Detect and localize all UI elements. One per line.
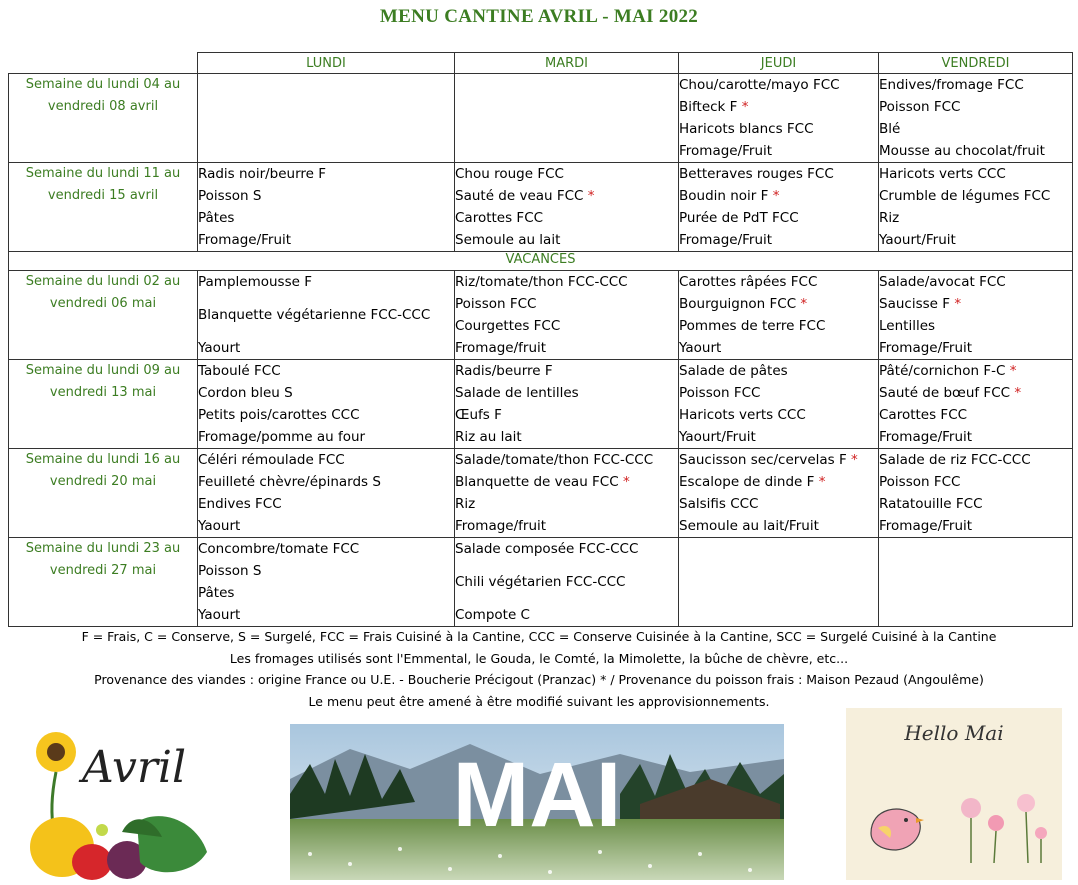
menu-item-text: Poisson FCC <box>679 385 761 401</box>
menu-item <box>198 304 454 326</box>
menu-item-text: Carottes râpées FCC <box>679 274 818 290</box>
week-label: Semaine du lundi 23 au vendredi 27 mai <box>9 538 198 627</box>
hello-mai-illustration <box>846 708 1062 880</box>
menu-item <box>455 404 678 426</box>
origin-star: * <box>587 188 595 204</box>
menu-item-text: Œufs F <box>455 407 502 423</box>
menu-item-text: Yaourt/Fruit <box>679 429 756 445</box>
origin-star: * <box>1014 385 1022 401</box>
menu-item-text: Ratatouille FCC <box>879 496 983 512</box>
menu-item <box>198 604 454 626</box>
menu-item <box>455 493 678 515</box>
menu-item-text: Poisson FCC <box>455 296 537 312</box>
day-header-jeudi: JEUDI <box>679 53 879 74</box>
menu-item-text: Fromage/fruit <box>455 518 547 534</box>
menu-item <box>198 538 454 560</box>
day-cell <box>455 360 679 449</box>
menu-item <box>879 185 1072 207</box>
menu-item <box>679 426 878 448</box>
menu-item <box>679 271 878 293</box>
origin-star: * <box>1009 363 1017 379</box>
menu-item <box>879 293 1072 315</box>
origin-star: * <box>851 452 858 468</box>
menu-item <box>455 163 678 185</box>
menu-item <box>879 74 1072 96</box>
menu-item <box>679 360 878 382</box>
week-label: Semaine du lundi 04 au vendredi 08 avril <box>9 74 198 163</box>
menu-item-text: Pommes de terre FCC <box>679 318 826 334</box>
week-label: Semaine du lundi 16 au vendredi 20 mai <box>9 449 198 538</box>
menu-item <box>198 360 454 382</box>
menu-item <box>455 337 678 359</box>
menu-body <box>9 74 1073 627</box>
menu-item <box>879 493 1072 515</box>
menu-item-text: Radis noir/beurre F <box>198 166 327 182</box>
menu-item-text: Yaourt <box>198 607 241 623</box>
avril-illustration <box>22 712 212 882</box>
day-cell <box>679 538 879 627</box>
menu-item-text: Endives FCC <box>198 496 282 512</box>
page-title: MENU CANTINE AVRIL - MAI 2022 <box>379 6 699 27</box>
menu-item-text: Céléri rémoulade FCC <box>198 452 345 468</box>
menu-item-text: Fromage/fruit <box>455 340 547 356</box>
menu-item <box>679 118 878 140</box>
menu-item-text: Cordon bleu S <box>198 385 293 401</box>
menu-item-text: Bifteck F <box>679 99 738 115</box>
origin-star: * <box>954 296 962 312</box>
menu-item <box>455 471 678 493</box>
menu-item <box>679 315 878 337</box>
menu-item <box>879 271 1072 293</box>
menu-item-text: Poisson S <box>198 563 262 579</box>
menu-item <box>455 538 678 560</box>
week-label: Semaine du lundi 02 au vendredi 06 mai <box>9 271 198 360</box>
day-header-mardi: MARDI <box>455 53 679 74</box>
menu-item <box>455 271 678 293</box>
menu-item-text: Blé <box>879 121 901 137</box>
menu-item <box>879 515 1072 537</box>
menu-item <box>679 449 878 471</box>
menu-item <box>198 560 454 582</box>
menu-item-text: Poisson S <box>198 188 262 204</box>
menu-item <box>198 471 454 493</box>
day-cell <box>455 74 679 163</box>
menu-item-text: Carottes FCC <box>879 407 968 423</box>
menu-item-text: Yaourt <box>198 340 241 356</box>
menu-item-text: Chou/carotte/mayo FCC <box>679 77 840 93</box>
menu-item <box>879 471 1072 493</box>
day-cell <box>198 449 455 538</box>
menu-item <box>679 337 878 359</box>
fruits-icon <box>30 816 207 880</box>
menu-item-text: Yaourt <box>198 518 241 534</box>
menu-item <box>198 163 454 185</box>
menu-item-text: Fromage/Fruit <box>679 143 773 159</box>
menu-item <box>455 185 678 207</box>
menu-item-text: Fromage/Fruit <box>198 232 292 248</box>
menu-item <box>679 74 878 96</box>
menu-item <box>679 293 878 315</box>
menu-item <box>455 382 678 404</box>
menu-item <box>198 404 454 426</box>
menu-item <box>455 426 678 448</box>
menu-item <box>879 337 1072 359</box>
day-cell <box>198 74 455 163</box>
menu-item <box>198 515 454 537</box>
menu-item <box>679 493 878 515</box>
legend-notes <box>0 626 1078 712</box>
day-cell <box>455 271 679 360</box>
menu-item-text: Haricots blancs FCC <box>679 121 814 137</box>
menu-item-text: Salade de riz FCC-CCC <box>879 452 1031 468</box>
menu-item-text: Mousse au chocolat/fruit <box>879 143 1045 159</box>
menu-item-text: Escalope de dinde F <box>679 474 815 490</box>
day-cell <box>679 74 879 163</box>
menu-item-text: Chou rouge FCC <box>455 166 564 182</box>
menu-item <box>879 96 1072 118</box>
menu-item <box>879 163 1072 185</box>
week-label: Semaine du lundi 11 au vendredi 15 avril <box>9 163 198 252</box>
menu-item <box>198 582 454 604</box>
menu-item-text: Pâtes <box>198 585 235 601</box>
origin-star: * <box>772 188 780 204</box>
day-cell <box>455 449 679 538</box>
menu-item <box>679 471 878 493</box>
menu-item-text: Fromage/Fruit <box>679 232 773 248</box>
menu-item-text: Concombre/tomate FCC <box>198 541 360 557</box>
menu-item-text: Pamplemousse F <box>198 274 312 290</box>
menu-item-text: Carottes FCC <box>455 210 544 226</box>
vacances-label: VACANCES <box>9 252 1073 271</box>
menu-item-text: Riz au lait <box>455 429 522 445</box>
hello-text: Hello Mai <box>904 721 1004 745</box>
menu-item-text: Pâtes <box>198 210 235 226</box>
menu-item-text: Purée de PdT FCC <box>679 210 799 226</box>
week-label: Semaine du lundi 09 au vendredi 13 mai <box>9 360 198 449</box>
menu-item-text: Fromage/Fruit <box>879 340 973 356</box>
menu-item-text: Riz <box>879 210 900 226</box>
menu-item <box>679 140 878 162</box>
menu-item <box>455 571 678 593</box>
menu-item-text: Salade de lentilles <box>455 385 579 401</box>
menu-item-text: Fromage/Fruit <box>879 429 973 445</box>
day-cell <box>879 74 1073 163</box>
menu-item-text: Betteraves rouges FCC <box>679 166 834 182</box>
menu-item-text: Haricots verts CCC <box>679 407 806 423</box>
day-cell <box>879 271 1073 360</box>
menu-item-text: Fromage/Fruit <box>879 518 973 534</box>
mai-photo <box>290 724 784 880</box>
menu-item-text: Saucisson sec/cervelas F <box>679 452 847 468</box>
menu-item <box>879 449 1072 471</box>
week-row <box>9 74 1073 163</box>
menu-item-text: Courgettes FCC <box>455 318 561 334</box>
menu-item <box>879 207 1072 229</box>
day-cell <box>198 360 455 449</box>
menu-item-text: Chili végétarien FCC-CCC <box>455 574 626 590</box>
menu-item-text: Crumble de légumes FCC <box>879 188 1051 204</box>
menu-item-text: Riz <box>455 496 476 512</box>
menu-item-text: Salsifis CCC <box>679 496 759 512</box>
day-cell <box>879 449 1073 538</box>
day-cell <box>679 163 879 252</box>
menu-item-text: Salade composée FCC-CCC <box>455 541 639 557</box>
menu-item-text: Feuilleté chèvre/épinards S <box>198 474 381 490</box>
menu-item-text: Sauté de bœuf FCC <box>879 385 1011 401</box>
menu-item <box>879 229 1072 251</box>
menu-item <box>455 604 678 626</box>
avril-text: Avril <box>82 742 187 793</box>
menu-item-text: Salade de pâtes <box>679 363 788 379</box>
header-row <box>9 53 1073 74</box>
menu-item <box>679 382 878 404</box>
day-cell <box>679 271 879 360</box>
menu-item <box>879 140 1072 162</box>
day-cell <box>455 163 679 252</box>
menu-item-text: Boudin noir F <box>679 188 769 204</box>
menu-item-text: Poisson FCC <box>879 99 961 115</box>
menu-item <box>679 404 878 426</box>
menu-item <box>455 315 678 337</box>
legend-line: F = Frais, C = Conserve, S = Surgelé, FCC = Frais Cuisiné à la Cantine, CCC = Conserve Cuisinée à la Cantine, SCC = Surgelé Cuisiné à la Cantine <box>81 629 997 644</box>
week-row <box>9 360 1073 449</box>
day-header-lundi: LUNDI <box>198 53 455 74</box>
menu-item <box>879 426 1072 448</box>
menu-item-text: Pâté/cornichon F-C <box>879 363 1006 379</box>
sunflower-icon <box>36 732 76 832</box>
menu-table <box>8 52 1073 627</box>
menu-item <box>198 382 454 404</box>
menu-item <box>679 96 878 118</box>
day-cell <box>879 538 1073 627</box>
menu-item <box>879 118 1072 140</box>
menu-item-text: Haricots verts CCC <box>879 166 1006 182</box>
change-note: Le menu peut être amené à être modifié suivant les approvisionnements. <box>308 693 770 709</box>
day-cell <box>879 360 1073 449</box>
menu-item <box>679 207 878 229</box>
day-cell <box>198 163 455 252</box>
menu-item-text: Blanquette de veau FCC <box>455 474 619 490</box>
origin-note: Provenance des viandes : origine France ou U.E. - Boucherie Précigout (Pranzac) * / Provenance du poisson frais : Maison Pezaud (Angoulême) <box>94 672 984 688</box>
corner-cell <box>9 53 198 74</box>
menu-item <box>198 493 454 515</box>
menu-item <box>879 315 1072 337</box>
menu-item-text: Bourguignon FCC <box>679 296 797 312</box>
menu-item <box>198 337 454 359</box>
menu-item-text: Fromage/pomme au four <box>198 429 366 445</box>
day-cell <box>679 360 879 449</box>
menu-item <box>679 229 878 251</box>
menu-item <box>455 449 678 471</box>
menu-item-text: Taboulé FCC <box>198 363 281 379</box>
menu-item-text: Petits pois/carottes CCC <box>198 407 360 423</box>
menu-item-text: Compote C <box>455 607 530 623</box>
menu-item-text: Semoule au lait/Fruit <box>679 518 819 534</box>
cheese-note: Les fromages utilisés sont l'Emmental, le Gouda, le Comté, la Mimolette, la bûche de chèvre, etc... <box>229 650 849 666</box>
menu-item <box>455 360 678 382</box>
day-cell <box>198 271 455 360</box>
menu-item <box>198 271 454 293</box>
menu-item <box>198 449 454 471</box>
menu-item-text: Endives/fromage FCC <box>879 77 1024 93</box>
menu-item <box>879 382 1072 404</box>
menu-item <box>198 229 454 251</box>
origin-star: * <box>741 99 749 115</box>
menu-item <box>679 163 878 185</box>
menu-item-text: Salade/avocat FCC <box>879 274 1006 290</box>
menu-item <box>455 515 678 537</box>
menu-item <box>198 426 454 448</box>
menu-item-text: Lentilles <box>879 318 936 334</box>
menu-item <box>455 207 678 229</box>
week-row <box>9 163 1073 252</box>
day-cell <box>679 449 879 538</box>
menu-item-text: Riz/tomate/thon FCC-CCC <box>455 274 628 290</box>
menu-item-text: Poisson FCC <box>879 474 961 490</box>
origin-star: * <box>818 474 826 490</box>
menu-item-text: Semoule au lait <box>455 232 561 248</box>
vacances-row <box>9 252 1073 271</box>
menu-item-text: Yaourt <box>679 340 722 356</box>
menu-item <box>198 207 454 229</box>
menu-item-text: Salade/tomate/thon FCC-CCC <box>455 452 654 468</box>
mai-text: MAI <box>452 744 622 846</box>
week-row <box>9 449 1073 538</box>
day-header-vendredi: VENDREDI <box>879 53 1073 74</box>
origin-star: * <box>622 474 630 490</box>
day-cell <box>198 538 455 627</box>
menu-item <box>455 293 678 315</box>
day-cell <box>879 163 1073 252</box>
menu-item <box>879 404 1072 426</box>
menu-item <box>879 360 1072 382</box>
origin-star: * <box>800 296 808 312</box>
menu-item-text: Yaourt/Fruit <box>879 232 956 248</box>
menu-item <box>679 185 878 207</box>
menu-item <box>679 515 878 537</box>
menu-item-text: Radis/beurre F <box>455 363 553 379</box>
menu-item-text: Blanquette végétarienne FCC-CCC <box>198 307 431 323</box>
day-cell <box>455 538 679 627</box>
week-row <box>9 271 1073 360</box>
menu-item-text: Sauté de veau FCC <box>455 188 584 204</box>
menu-item <box>455 229 678 251</box>
menu-item <box>198 185 454 207</box>
menu-item-text: Saucisse F <box>879 296 951 312</box>
week-row <box>9 538 1073 627</box>
